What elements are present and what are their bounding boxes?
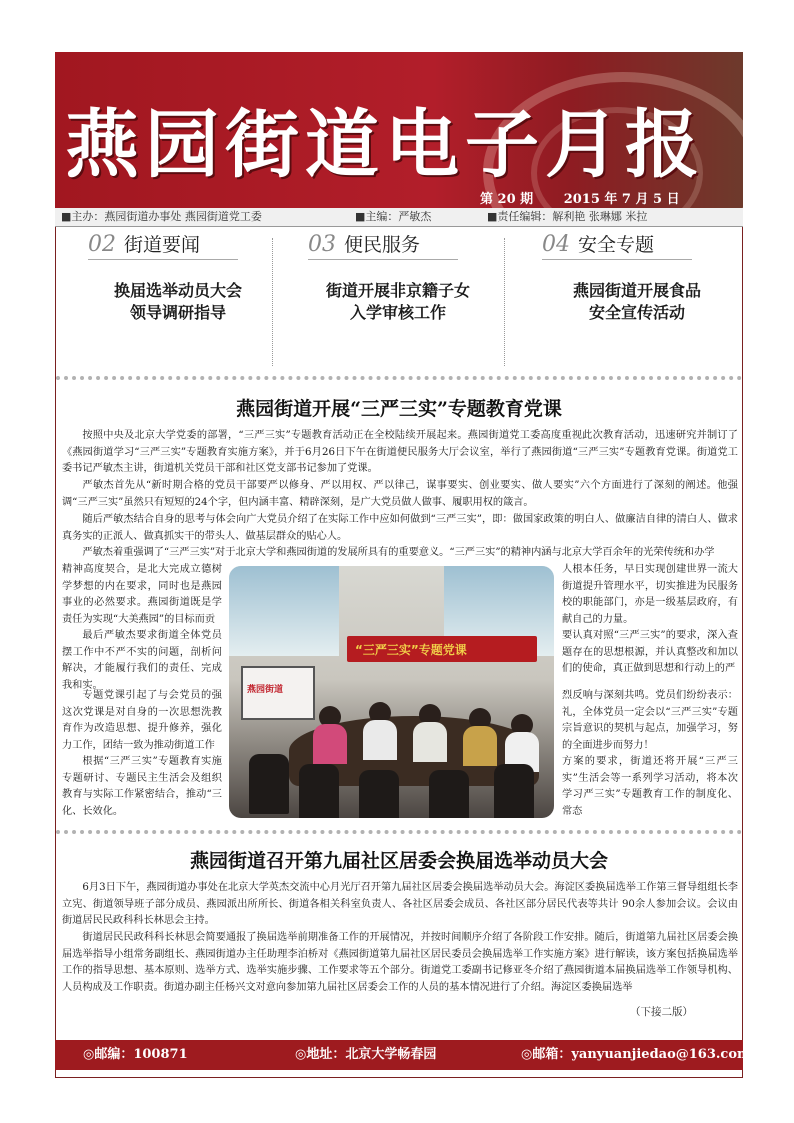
divider bbox=[504, 238, 506, 366]
section-number: 02 bbox=[88, 232, 116, 257]
article-paragraph: 街道居民民政科科长林思会简要通报了换届选举前期准备工作的开展情况，并按时间顺序介绍了各阶段工作安排。随后，街道第九届社区居委会换届选举指导小组常务副组长、燕园街道办主任助理李泊桥对《燕园街道第九届社区居民委员会换届选举工作实施方案》进行解读，该方案包括换届选举工作的指导思想、基本原则、选举方式、选举实施步骤、工作要求等五个部分。街道党工委副书记修亚冬介绍了燕园街道本届换届选举工作领导机构、人员构成及工作职责。街道办副主任杨兴文对意向参加第九届社区居委会工作的人员的基本情况进行了介绍。海淀区委换届选举 bbox=[62, 932, 738, 993]
section-headline bbox=[542, 280, 732, 324]
footer-address: ◎地址：北京大学畅春园 bbox=[295, 1047, 437, 1062]
attendees bbox=[229, 684, 554, 818]
chair bbox=[429, 770, 469, 818]
headline-line: 安全宣传活动 bbox=[588, 303, 685, 322]
article-column-left: 专题党课引起了与会党员的强这次党课是对自身的一次思想洗教育作为改造思想、提升修养，强化力工作，团结一致为推动街道工作 bbox=[62, 690, 222, 751]
article-paragraph: 随后严敏杰结合自身的思考与体会向广大党员介绍了在实际工作中应如何做到“三严三实”，即：做国家政策的明白人、做廉洁自律的清白人、做求真务实的正派人、做真抓实干的带头人、做基层群众的贴心人。 bbox=[62, 514, 738, 542]
issue-number: 第 20 期 bbox=[480, 192, 534, 207]
footer-bar bbox=[55, 1040, 751, 1070]
section-header bbox=[88, 230, 268, 257]
issue-info bbox=[480, 188, 706, 207]
article-column-right: 要认真对照“三严三实”的要求，深入查题存在的思想根源，并认真整改和加以们的使命，真正做到思想和行动上的严 bbox=[562, 630, 738, 675]
section-headline bbox=[308, 280, 488, 324]
footer-postcode: ◎邮编：100871 bbox=[83, 1047, 188, 1062]
section-news[interactable] bbox=[88, 230, 268, 360]
divider bbox=[308, 259, 458, 260]
article-column-left: 精神高度契合，是北大完成立德树学梦想的内在要求，同时也是燕园事业的必然要求。燕园街道既是学责任为实现“大美燕园”的目标而贡 bbox=[62, 564, 222, 625]
continued-note: （下接二版） bbox=[630, 1006, 693, 1018]
section-name: 街道要闻 bbox=[124, 234, 201, 256]
article-title: 燕园街道开展“三严三实”专题教育党课 bbox=[236, 398, 562, 420]
section-header bbox=[308, 230, 488, 257]
section-name: 安全专题 bbox=[578, 234, 655, 256]
meeting-photo bbox=[229, 566, 554, 818]
chair bbox=[494, 764, 534, 818]
article-column-left: 最后严敏杰要求街道全体党员摆工作中不严不实的问题，剖析问解决，才能履行我们的责任、完成我和实。 bbox=[62, 630, 222, 691]
section-safety[interactable] bbox=[542, 230, 732, 360]
dotted-divider bbox=[56, 376, 742, 380]
dotted-divider bbox=[56, 830, 742, 834]
article-paragraph: 严敏杰首先从“新时期合格的党员干部要严以修身、严以用权、严以律己，谋事要实、创业要实、做人要实”六个方面进行了深刻的阐述。他强调“三严三实”虽然只有短短的24个字，但内涵丰富、精辟深刻，是广大党员做人做事、履职用权的箴言。 bbox=[62, 480, 738, 508]
divider bbox=[272, 238, 274, 366]
section-services[interactable] bbox=[308, 230, 488, 360]
section-number: 03 bbox=[308, 232, 336, 257]
info-bar bbox=[55, 208, 743, 227]
section-headline bbox=[88, 280, 268, 324]
photo-screen-text: 燕园街道 bbox=[247, 685, 284, 695]
person-body bbox=[463, 726, 497, 766]
photo-banner bbox=[347, 636, 537, 662]
window-decoration bbox=[229, 566, 339, 656]
masthead bbox=[55, 52, 743, 208]
article-column-left: 根据“三严三实”专题教育实施专题研讨、专题民主生活会及组织教育与实际工作紧密结合，推动“三化、长效化。 bbox=[62, 756, 222, 817]
headline-line: 换届选举动员大会 bbox=[113, 281, 242, 300]
chair bbox=[249, 754, 289, 814]
headline-line: 街道开展非京籍子女 bbox=[325, 281, 470, 300]
issue-date: 2015 年 7 月 5 日 bbox=[563, 192, 680, 207]
divider bbox=[542, 259, 692, 260]
article-title: 燕园街道召开第九届社区居委会换届选举动员大会 bbox=[189, 850, 608, 872]
chair bbox=[299, 764, 339, 818]
section-number: 04 bbox=[542, 232, 570, 257]
chair bbox=[359, 770, 399, 818]
divider bbox=[88, 259, 238, 260]
footer-email[interactable]: ◎邮箱：yanyuanjiedao@163.com bbox=[521, 1047, 751, 1062]
person-body bbox=[363, 720, 397, 760]
article-paragraph: 6月3日下午，燕园街道办事处在北京大学英杰交流中心月光厅召开第九届社区居委会换届选举动员大会。海淀区委换届选举工作第三督导组组长李立宪、街道领导班子部分成员、燕园派出所所长、街道各相关科室负责人、各社区居委会成员、各社区部分居民代表等共计 90余人参加会议。会议由街道居民民政科科长林思会主持。 bbox=[62, 882, 738, 927]
newspaper-title: 燕园街道电子月报 bbox=[65, 102, 705, 188]
article-paragraph: 按照中央及北京大学党委的部署，“三严三实”专题教育活动正在全校陆续开展起来。燕园街道党工委高度重视此次教育活动，迅速研究并制订了《燕园街道学习“三严三实”专题教育实施方案》，并于6月26日下午在街道便民服务大厅会议室，举行了燕园街道“三严三实”专题教育党课。街道党工委书记严敏杰主讲，街道机关党员干部和社区党支部书记参加了党课。 bbox=[62, 430, 738, 475]
person-body bbox=[413, 722, 447, 762]
article-column-right: 人根本任务，早日实现创建世界一流大街道提升管理水平，切实推进为民服务校的职能部门，亦是一级基层政府，有献自己的力量。 bbox=[562, 564, 738, 625]
headline-line: 入学审核工作 bbox=[349, 303, 446, 322]
article-paragraph: 严敏杰着重强调了“三严三实”对于北京大学和燕园街道的发展所具有的重要意义。“三严三实”的精神内涵与北京大学百余年的光荣传统和办学 bbox=[82, 547, 715, 558]
photo-banner-text: “三严三实”专题党课 bbox=[355, 643, 467, 657]
responsible-editors: ■责任编辑：解利艳 张琳娜 米拉 bbox=[487, 210, 648, 223]
person-body bbox=[313, 724, 347, 764]
article-column-right: 烈反响与深刻共鸣。党员们纷纷表示：礼，全体党员一定会以“三严三实”专题宗旨意识的契机与起点，加强学习，努的全面进步而努力！ bbox=[562, 690, 738, 751]
headline-line: 燕园街道开展食品 bbox=[572, 281, 701, 300]
headline-line: 领导调研指导 bbox=[129, 303, 226, 322]
article-column-right: 方案的要求，街道还将开展“三严三实”生活会等一系列学习活动，将本次学习严三实”专题教育工作的制度化、常态 bbox=[562, 756, 738, 817]
section-name: 便民服务 bbox=[344, 234, 421, 256]
chief-editor: ■主编：严敏杰 bbox=[355, 210, 432, 223]
sponsor: ■主办：燕园街道办事处 燕园街道党工委 bbox=[61, 210, 262, 223]
section-header bbox=[542, 230, 732, 257]
